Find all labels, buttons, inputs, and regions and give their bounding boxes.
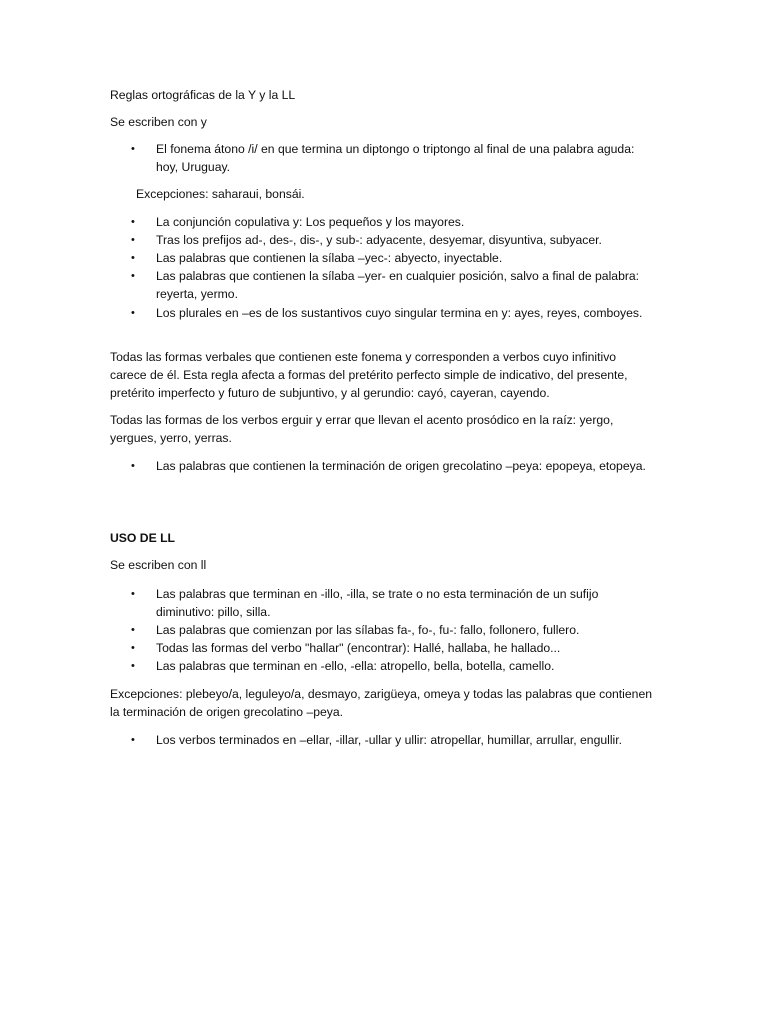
list-item-text: Las palabras que contienen la sílaba –yec-: abyecto, inyectable. <box>156 251 503 265</box>
list-item-text: Todas las formas del verbo "hallar" (encontrar): Hallé, hallaba, he hallado... <box>156 641 561 655</box>
bullet-icon: • <box>131 270 135 282</box>
section-ll-heading: Se escriben con ll <box>110 558 207 572</box>
paragraph-erguir-errar: Todas las formas de los verbos erguir y errar que llevan el acento prosódico en la raíz: yergo, yergues, yerro, yerras. <box>110 413 614 445</box>
section-ll-title: USO DE LL <box>110 531 176 545</box>
list-item-text: Los plurales en –es de los sustantivos cuyo singular termina en y: ayes, reyes, comboyes. <box>156 306 643 320</box>
bullet-icon: • <box>131 234 135 246</box>
list-item-text: Las palabras que contienen la sílaba –yer- en cualquier posición, salvo a final de palabra: reyerta, yermo. <box>156 269 640 301</box>
section-y-heading: Se escriben con y <box>110 115 207 129</box>
list-item-text: Tras los prefijos ad-, des-, dis-, y sub-: adyacente, desyemar, disyuntiva, subyacer. <box>156 233 602 247</box>
bullet-icon: • <box>131 307 135 319</box>
list-item-text: Los verbos terminados en –ellar, -illar, -ullar y ullir: atropellar, humillar, arrullar, engullir. <box>156 733 623 747</box>
bullet-icon: • <box>131 588 135 600</box>
bullet-icon: • <box>131 624 135 636</box>
paragraph-exceptions-ll: Excepciones: plebeyo/a, leguleyo/a, desmayo, zarigüeya, omeya y todas las palabras que contienen la terminación de origen grecolatino –peya. <box>110 687 653 719</box>
document-title: Reglas ortográficas de la Y y la LL <box>110 88 296 102</box>
bullet-icon: • <box>131 642 135 654</box>
bullet-icon: • <box>131 252 135 264</box>
paragraph-verb-forms: Todas las formas verbales que contienen este fonema y corresponden a verbos cuyo infinitivo carece de él. Esta regla afecta a formas del pretérito perfecto simple de indicativo, del presente, pretérito imperfecto y futuro de subjuntivo, y al gerundio: cayó, cayeran, cayendo. <box>110 350 628 400</box>
exceptions-y: Excepciones: saharaui, bonsái. <box>136 187 305 201</box>
bullet-icon: • <box>131 734 135 746</box>
bullet-icon: • <box>131 460 135 472</box>
list-item-text: Las palabras que terminan en -illo, -illa, se trate o no esta terminación de un sufijo diminutivo: pillo, silla. <box>156 587 599 619</box>
list-item-text: La conjunción copulativa y: Los pequeños y los mayores. <box>156 215 465 229</box>
bullet-icon: • <box>131 216 135 228</box>
list-item-text: Las palabras que comienzan por las sílabas fa-, fo-, fu-: fallo, follonero, fullero. <box>156 623 580 637</box>
list-item-text: Las palabras que contienen la terminación de origen grecolatino –peya: epopeya, etopeya. <box>156 459 646 473</box>
list-item-text: El fonema átono /i/ en que termina un diptongo o triptongo al final de una palabra aguda: hoy, Uruguay. <box>156 142 635 174</box>
bullet-icon: • <box>131 143 135 155</box>
bullet-icon: • <box>131 660 135 672</box>
list-item-text: Las palabras que terminan en -ello, -ella: atropello, bella, botella, camello. <box>156 659 555 673</box>
